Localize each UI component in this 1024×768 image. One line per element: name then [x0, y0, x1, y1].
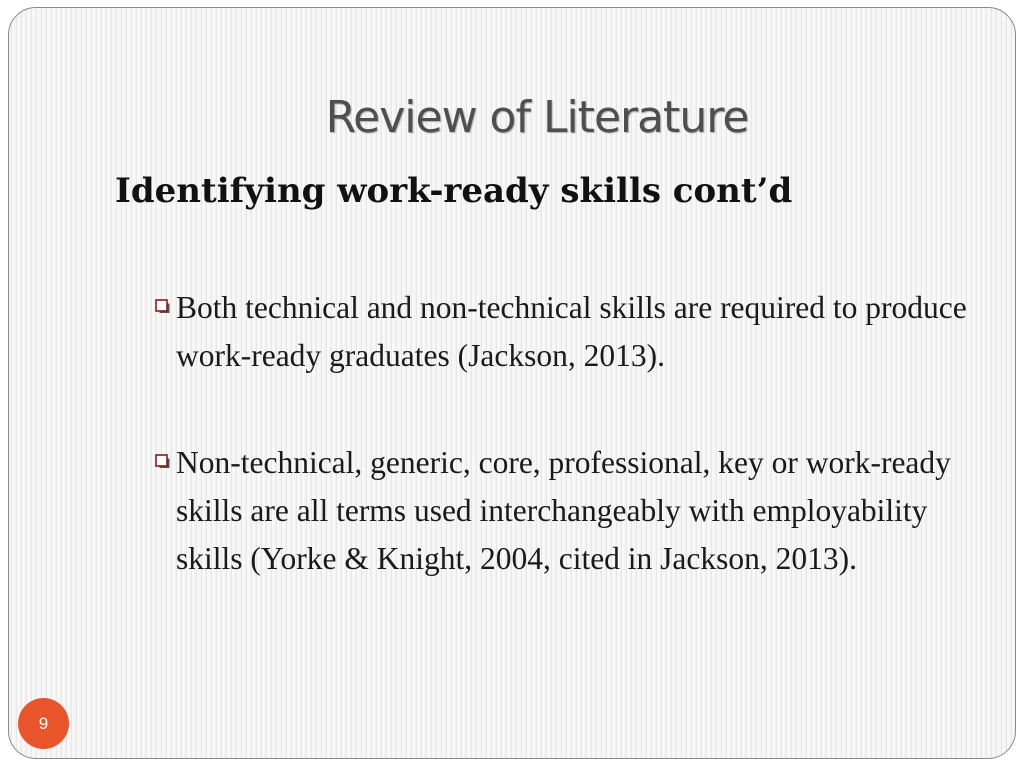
bullet-item: [155, 439, 985, 583]
bullet-text: Both technical and non-technical skills are required to produce work-ready graduates (Jackson, 2013).: [176, 290, 967, 373]
bullet-item: [155, 284, 985, 380]
hollow-square-bullet-icon: [155, 299, 171, 314]
hollow-square-bullet-icon: [155, 454, 171, 469]
slide-title: Review of Literature: [325, 92, 749, 143]
slide: [8, 7, 1016, 759]
bullet-text: Non-technical, generic, core, professional, key or work-ready skills are all terms used interchangeably with employability skills (Yorke & Knight, 2004, cited in Jackson, 2013).: [176, 445, 951, 576]
slide-subtitle: Identifying work-ready skills cont’d: [115, 171, 793, 211]
page-number-badge: 9: [18, 698, 69, 749]
bullet-list: [155, 284, 985, 642]
